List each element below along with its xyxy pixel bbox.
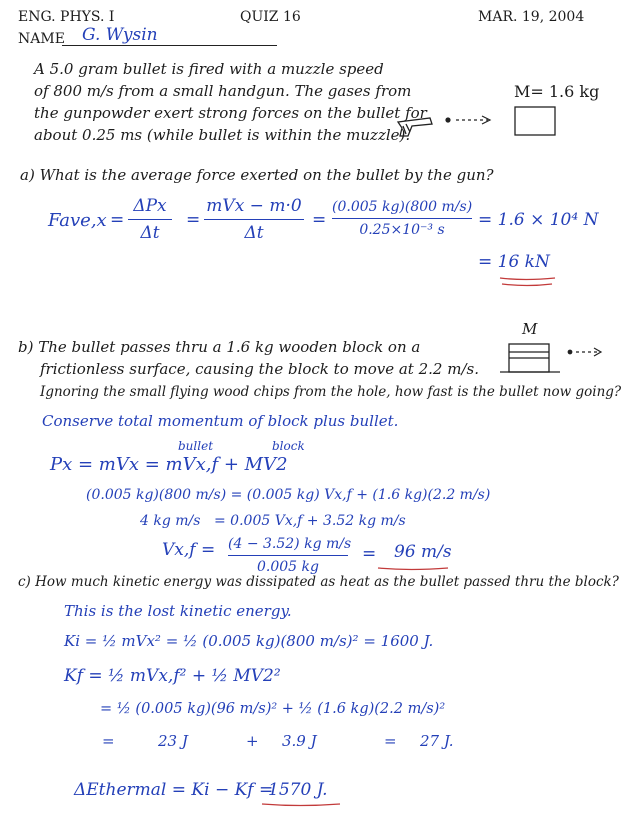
fraction-numeric-den: 0.25×10⁻³ s [359, 222, 445, 238]
fraction-mv-dt [204, 196, 304, 243]
kf-eq-sign-2: = [384, 732, 397, 750]
favg-lhs: Fave,x [48, 210, 107, 231]
vxf-result: 96 m/s [394, 542, 452, 562]
quiz-title: QUIZ 16 [240, 9, 301, 25]
vxf-fraction-num: (4 − 3.52) kg m/s [228, 536, 352, 552]
block-mass-label: M= 1.6 kg [514, 82, 600, 101]
problem-line-1: A 5.0 gram bullet is fired with a muzzle speed [34, 60, 384, 78]
eq-sign-3: = [312, 210, 327, 230]
momentum-eq-3-rhs: = 0.005 Vx,f + 3.52 kg m/s [214, 513, 406, 529]
problem-line-3: the gunpowder exert strong forces on the bullet for [34, 104, 427, 122]
vxf-eq-sign: = [362, 544, 377, 564]
vxf-lhs: Vx,f = [162, 540, 216, 560]
ki-equation: Ki = ½ mVx² = ½ (0.005 kg)(800 m/s)² = 1600 J. [64, 632, 434, 650]
part-c-question: c) How much kinetic energy was dissipated as heat as the bullet passed thru the block? [18, 574, 619, 590]
eq-sign-1: = [110, 210, 125, 230]
fraction-numeric [332, 199, 472, 238]
kf-substituted: = ½ (0.005 kg)(96 m/s)² + ½ (1.6 kg)(2.2 m/s)² [100, 701, 446, 717]
bullet-arrow-icon [446, 116, 490, 124]
momentum-eq-2: (0.005 kg)(800 m/s) = (0.005 kg) Vx,f + (1.6 kg)(2.2 m/s) [86, 487, 491, 503]
fraction-numeric-num: (0.005 kg)(800 m/s) [332, 199, 473, 215]
part-c-note: This is the lost kinetic energy. [64, 602, 292, 620]
kf-eq-sign: = [102, 732, 115, 750]
quiz-date: MAR. 19, 2004 [478, 9, 585, 25]
kf-plus: + [246, 732, 259, 750]
eq-sign-2: = [186, 210, 201, 230]
part-b-line-3: Ignoring the small flying wood chips from the hole, how fast is the bullet now going? [40, 384, 622, 400]
part-b-mass-label: M [522, 320, 538, 338]
problem-line-2: of 800 m/s from a small handgun. The gases from [34, 82, 412, 100]
name-value: G. Wysin [82, 25, 158, 45]
name-label: NAME [18, 31, 65, 47]
fraction-dp-dt [128, 196, 172, 243]
delta-e-thermal: ΔEthermal = Ki − Kf = [74, 780, 274, 800]
fraction-mv-dt-den: Δt [244, 223, 264, 243]
bullet-exit-arrow-icon [568, 348, 601, 356]
block-with-hole-icon [500, 344, 560, 372]
wooden-block-icon [515, 107, 555, 135]
problem-line-4: about 0.25 ms (while bullet is within the muzzle). [34, 126, 411, 144]
momentum-eq-3-lhs: 4 kg m/s [140, 513, 201, 529]
kf-equation: Kf = ½ mVx,f² + ½ MV2² [64, 666, 281, 686]
vxf-fraction-den: 0.005 kg [257, 559, 319, 575]
label-bullet: bullet [178, 439, 214, 453]
handgun-icon [398, 118, 432, 136]
part-b-line-2: frictionless surface, causing the block to move at 2.2 m/s. [40, 360, 479, 378]
part-b-line-1: b) The bullet passes thru a 1.6 kg wooden block on a [18, 338, 421, 356]
part-a-result-2: = 16 kN [478, 252, 550, 272]
kf-term-1: 23 J [158, 732, 188, 750]
vxf-fraction [228, 536, 352, 575]
fraction-dp-dt-num: ΔPx [133, 196, 167, 216]
fraction-mv-dt-num: mVx − m·0 [206, 196, 302, 216]
fraction-dp-dt-den: Δt [140, 223, 160, 243]
momentum-eq-1: Px = mVx = mVx,f + MV2 [50, 454, 288, 475]
kf-total: 27 J. [420, 732, 454, 750]
course-title: ENG. PHYS. I [18, 9, 115, 25]
part-a-question: a) What is the average force exerted on the bullet by the gun? [20, 166, 494, 184]
part-b-note: Conserve total momentum of block plus bullet. [42, 412, 399, 430]
kf-term-2: 3.9 J [282, 732, 317, 750]
part-a-result-1: = 1.6 × 10⁴ N [478, 210, 599, 230]
label-block: block [272, 439, 305, 453]
delta-e-result: 1570 J. [268, 780, 328, 800]
